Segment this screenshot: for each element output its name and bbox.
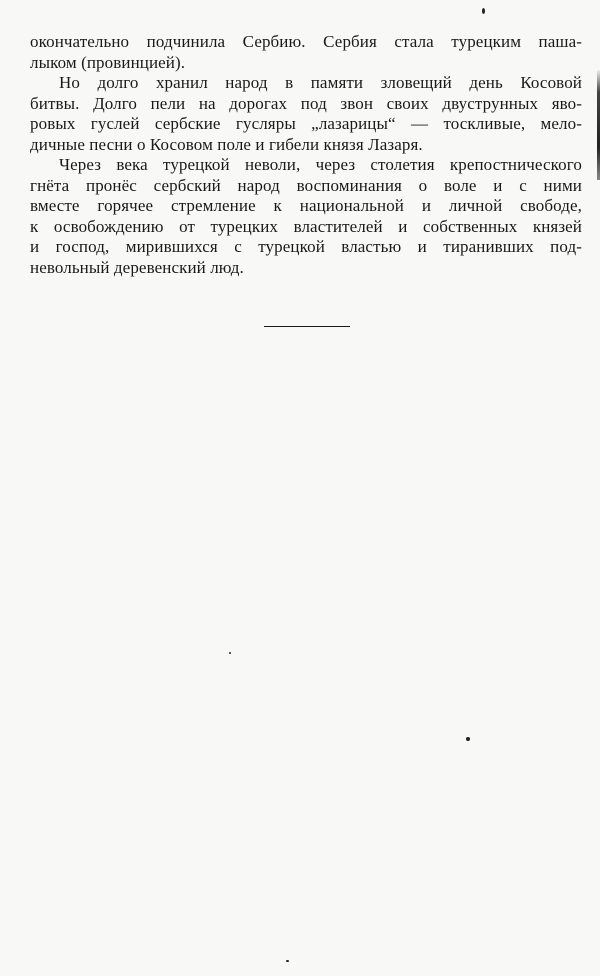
- text-line: Но долго хранил народ в памяти зловещий день Косовой: [59, 73, 582, 92]
- text-line: ровых гуслей сербские гусляры „лазарицы“ — тоскливые, мело-: [30, 114, 582, 133]
- body-text: [30, 32, 582, 278]
- text-line: к освобождению от турецких властителей и собственных князей: [30, 216, 582, 236]
- text-line: гнёта пронёс сербский народ воспоминания о воле и с ними: [30, 175, 582, 195]
- scan-speck: [286, 960, 289, 962]
- paragraph-1: [30, 32, 582, 73]
- text-line: Через века турецкой неволи, через столетия крепостнического: [59, 155, 582, 174]
- text-line: лыком (провинцией).: [30, 52, 186, 72]
- text-line: окончательно подчинила Сербию. Сербия стала турецким паша-: [30, 32, 582, 51]
- scan-speck: [466, 737, 470, 741]
- text-line: битвы. Долго пели на дорогах под звон своих двуструнных яво-: [30, 93, 582, 113]
- section-divider-rule: [264, 326, 350, 327]
- text-line: и господ, мирившихся с турецкой властью и тиранивших под-: [30, 237, 582, 256]
- text-line: дичные песни о Косовом поле и гибели князя Лазаря.: [30, 134, 423, 154]
- scan-speck: [482, 8, 485, 14]
- paragraph-2: [30, 73, 582, 155]
- text-line: вместе горячее стремление к национальной и личной свободе,: [30, 196, 582, 215]
- scan-speck: [229, 652, 231, 654]
- paragraph-3: [30, 155, 582, 278]
- text-line: невольный деревенский люд.: [30, 257, 244, 277]
